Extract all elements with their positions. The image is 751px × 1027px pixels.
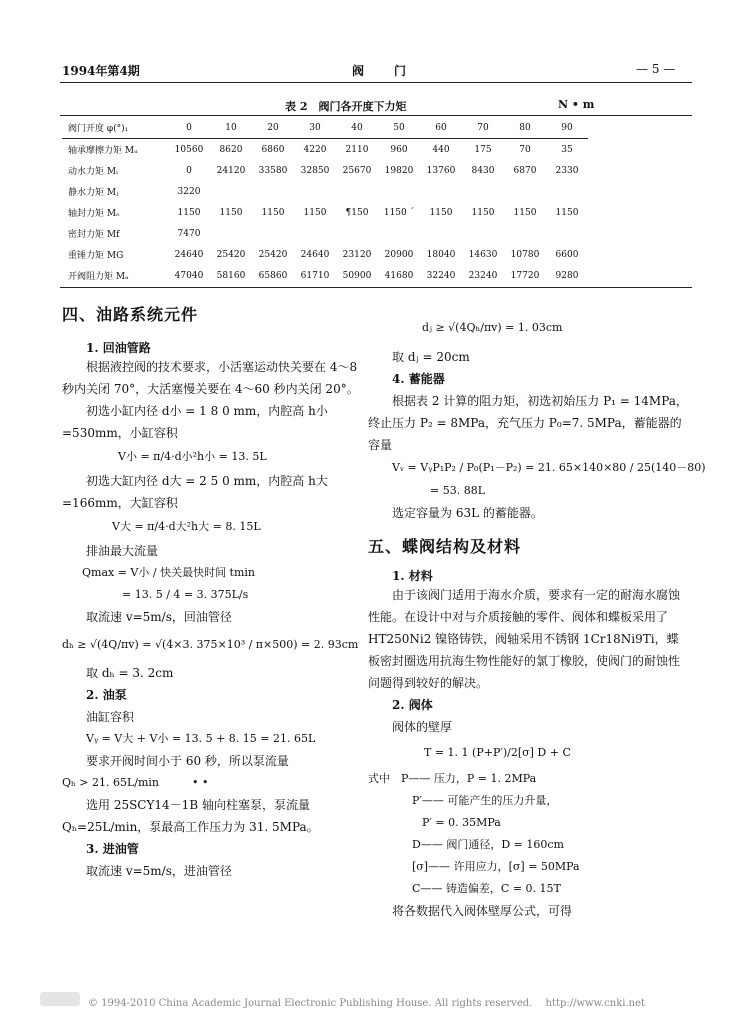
table-cell (210, 223, 252, 244)
table-cell: 20900 (384, 249, 414, 260)
table-cell: 24640 (174, 249, 204, 260)
table-cell (546, 223, 588, 244)
para-substitute: 将各数据代入阀体壁厚公式，可得 (392, 904, 573, 918)
table-cell (462, 223, 504, 244)
subheading-accumulator: 4. 蓄能器 (392, 372, 445, 386)
table-cell: 30 (309, 122, 321, 133)
para-inlet-diameter: 取 dⱼ = 20cm (392, 350, 470, 364)
def-pressure-rise-value: P′ = 0. 35MPa (422, 816, 501, 829)
page-number: — 5 — (636, 62, 676, 76)
para-return-diameter: 取 dₕ = 3. 2cm (86, 666, 174, 680)
row-label: 静水力矩 Mⱼ (68, 188, 119, 198)
row-label: 轴封力矩 Mₒ (68, 209, 120, 219)
table-cell (546, 181, 588, 202)
table-cell: 25420 (216, 249, 246, 260)
para-inlet-speed: 取流速 v=5m/s，进油管径 (86, 864, 232, 878)
table-cell: 1150 (303, 207, 327, 218)
table-cell: 8620 (219, 144, 243, 155)
table-cell: 10560 (174, 144, 204, 155)
def-allowable-stress: [σ]—— 许用应力，[σ] = 50MPa (412, 860, 580, 873)
para-pump-select: 选用 25SCY14－1B 轴向柱塞泵，泵流量 Qₕ=25L/min，泵最高工作压力为 31. 5MPa。 (62, 798, 319, 834)
table-cell: 3220 (177, 186, 201, 197)
def-pressure: 式中 P—— 压力，P = 1. 2MPa (368, 772, 537, 785)
table-cell: 25670 (342, 165, 372, 176)
left-column (62, 302, 362, 882)
table-cell: 2330 (555, 165, 579, 176)
torque-table-wrap (62, 117, 588, 286)
eq-large-volume: V大 = π/4·d大²h大 = 8. 15L (112, 520, 261, 533)
table-bottom-rule (60, 287, 692, 288)
para-pump-flow: 要求开阀时间小于 60 秒，所以泵流量 (86, 754, 289, 768)
table-cell: 7470 (177, 228, 201, 239)
table-cell: 35 (561, 144, 573, 155)
subheading-body: 2. 阀体 (392, 698, 433, 712)
section5-heading: 五、蝶阀结构及材料 (368, 537, 522, 556)
table-cell (378, 181, 420, 202)
table-row (62, 244, 588, 265)
eq-total-volume: Vᵧ = V大 + V小 = 13. 5 + 8. 15 = 21. 65L (86, 732, 316, 745)
table-row (62, 181, 588, 202)
row-label: 密封力矩 Mf (68, 230, 120, 240)
table-cell: 1150 (513, 207, 537, 218)
table-cell: 175 (474, 144, 492, 155)
table-cell: 6600 (555, 249, 579, 260)
table-top-rule (60, 115, 692, 116)
row-label: 重锤力矩 MG (68, 251, 124, 261)
table-cell: 25420 (258, 249, 288, 260)
table-cell (294, 181, 336, 202)
table-cell: 23120 (342, 249, 372, 260)
table-cell: 1150 (429, 207, 453, 218)
para-small-cylinder: 初选小缸内径 d小 = 1 8 0 mm，内腔高 h小=530mm，小缸容积 (62, 404, 328, 440)
table-cell: 33580 (258, 165, 288, 176)
table-cell (294, 223, 336, 244)
table-row (62, 202, 588, 223)
table-cell (336, 181, 378, 202)
table-cell: 1150 (471, 207, 495, 218)
table-cell: 960 (390, 144, 408, 155)
table-cell: 1150 (177, 207, 201, 218)
eq-qmax: Qmax = V小 / 快关最快时间 tmin (82, 566, 256, 579)
eq-wall-thickness: T = 1. 1 (P+P′)/2[σ] D + C (424, 746, 571, 759)
def-diameter: D—— 阀门通径，D = 160cm (412, 838, 564, 851)
table-cell: 40 (351, 122, 363, 133)
table-cell: 58160 (216, 270, 246, 281)
eq-pump-flow: Qₕ > 21. 65L/min • • (62, 776, 209, 789)
table-cell: 24640 (300, 249, 330, 260)
table-cell: 1150 (261, 207, 285, 218)
table-cell: 10780 (510, 249, 540, 260)
table-cell: 0 (186, 122, 192, 133)
table-cell: 50900 (342, 270, 372, 281)
table-cell: 50 (393, 122, 405, 133)
table-cell: 18040 (426, 249, 456, 260)
row-label: 阀门开度 φ(°)₁ (68, 124, 129, 134)
eq-accumulator: Vᵥ = VᵧP₁P₂ / P₀(P₁－P₂) = 21. 65×140×80 / 25(140－80) (392, 461, 706, 474)
table-cell: 70 (477, 122, 489, 133)
eq-return-diameter: dₕ ≥ √(4Q/πv) = √(4×3. 375×10³ / π×500) = 2. 93cm (62, 638, 359, 651)
table-cell: 80 (519, 122, 531, 133)
subheading-inlet-pipe: 3. 进油管 (86, 842, 139, 856)
table-cell (336, 223, 378, 244)
row-label: 开阀阻力矩 Mₐ (68, 272, 129, 282)
para-max-flow: 排油最大流量 (86, 544, 159, 558)
torque-table (62, 117, 588, 286)
para-cylinder-volume: 油缸容积 (86, 710, 135, 724)
right-column (368, 310, 706, 922)
para-wall-thickness: 阀体的壁厚 (392, 720, 453, 734)
table-cell: 4220 (303, 144, 327, 155)
issue-label: 1994年第4期 (62, 64, 140, 78)
table-cell: 65860 (258, 270, 288, 281)
table-cell: 32850 (300, 165, 330, 176)
eq-accumulator-value: = 53. 88L (430, 484, 486, 497)
table-cell: 2110 (345, 144, 369, 155)
table-cell: 19820 (384, 165, 414, 176)
table-cell (420, 181, 462, 202)
table-cell: 8430 (471, 165, 495, 176)
table-cell (420, 223, 462, 244)
table-row (62, 223, 588, 244)
eq-small-volume: V小 = π/4·d小²h小 = 13. 5L (118, 450, 267, 463)
row-label: 轴承摩擦力矩 Mᵤ (68, 146, 138, 156)
table-row (62, 139, 588, 161)
para-accumulator: 根据表 2 计算的阻力矩，初选初始压力 P₁ = 14MPa，终止压力 P₂ = 8MPa，充气压力 P₀=7. 5MPa，蓄能器的容量 (368, 394, 688, 452)
table-cell: 14630 (468, 249, 498, 260)
para-material: 由于该阀门适用于海水介质，要求有一定的耐海水腐蚀性能。在设计中对与介质接触的零件、阀体和蝶板采用了 HT250Ni2 镍铬铸铁，阀轴采用不锈钢 1Cr18Ni9Ti，蝶板密封圈选用抗海生物性能好的氯丁橡胶，使阀门的耐蚀性问题得到较好的解决。 (368, 588, 681, 690)
table-cell: 41680 (384, 270, 414, 281)
cnki-logo (40, 992, 80, 1006)
journal-title: 阀 门 (352, 64, 409, 78)
table-cell: 1150 (219, 207, 243, 218)
subheading-pump: 2. 油泵 (86, 688, 127, 702)
table-header-row (62, 117, 588, 139)
table-row (62, 265, 588, 286)
table-cell: 90 (561, 122, 573, 133)
eq-inlet-diameter: dⱼ ≥ √(4Qₕ/πv) = 1. 03cm (422, 321, 563, 334)
table-cell: 440 (432, 144, 450, 155)
table-cell: 61710 (300, 270, 330, 281)
table-cell: 6870 (513, 165, 537, 176)
table-row (62, 160, 588, 181)
table-cell: 6860 (261, 144, 285, 155)
table-cell (210, 181, 252, 202)
table-cell: 60 (435, 122, 447, 133)
para-requirements: 根据液控阀的技术要求，小活塞运动快关要在 4～8 秒内关闭 70°，大活塞慢关要在 4～60 秒内关闭 20°。 (62, 360, 359, 396)
subheading-material: 1. 材料 (392, 569, 433, 583)
table-cell (462, 181, 504, 202)
row-label: 动水力矩 Mᵢ (68, 167, 118, 177)
subheading-return-pipe: 1. 回油管路 (86, 341, 151, 355)
eq-qmax-value: = 13. 5 / 4 = 3. 375L/s (122, 588, 249, 601)
table-cell: 17720 (510, 270, 540, 281)
table-cell (504, 181, 546, 202)
table-cell (378, 223, 420, 244)
para-accumulator-select: 选定容量为 63L 的蓄能器。 (392, 506, 543, 520)
table-cell: 13760 (426, 165, 456, 176)
table-unit: N • m (558, 98, 595, 111)
def-casting-deviation: C—— 铸造偏差，C = 0. 15T (412, 882, 561, 895)
copyright-footer: © 1994-2010 China Academic Journal Electronic Publishing House. All rights reserved. http://www.cnki.net (88, 998, 646, 1009)
table-cell (504, 223, 546, 244)
table-cell: 47040 (174, 270, 204, 281)
header-rule (60, 82, 692, 83)
para-large-cylinder: 初选大缸内径 d大 = 2 5 0 mm，内腔高 h大=166mm，大缸容积 (62, 474, 328, 510)
table-cell: 1150 (555, 207, 579, 218)
section4-heading: 四、油路系统元件 (62, 305, 199, 324)
table-cell: 32240 (426, 270, 456, 281)
para-flow-speed: 取流速 v=5m/s，回油管径 (86, 610, 232, 624)
table-cell: 70 (519, 144, 531, 155)
table-cell: 9280 (555, 270, 579, 281)
table-cell: 24120 (216, 165, 246, 176)
table-cell: 10 (225, 122, 237, 133)
table-cell (252, 223, 294, 244)
table-cell: 0 (186, 165, 192, 176)
def-pressure-rise: P′—— 可能产生的压力升量， (412, 794, 558, 807)
table-cell: 1150 ˊ (383, 207, 415, 218)
table-cell: ¶150 (345, 207, 369, 218)
table-cell: 20 (267, 122, 279, 133)
table-cell (252, 181, 294, 202)
table-cell: 23240 (468, 270, 498, 281)
table-caption: 表 2 阀门各开度下力矩 (285, 100, 407, 113)
